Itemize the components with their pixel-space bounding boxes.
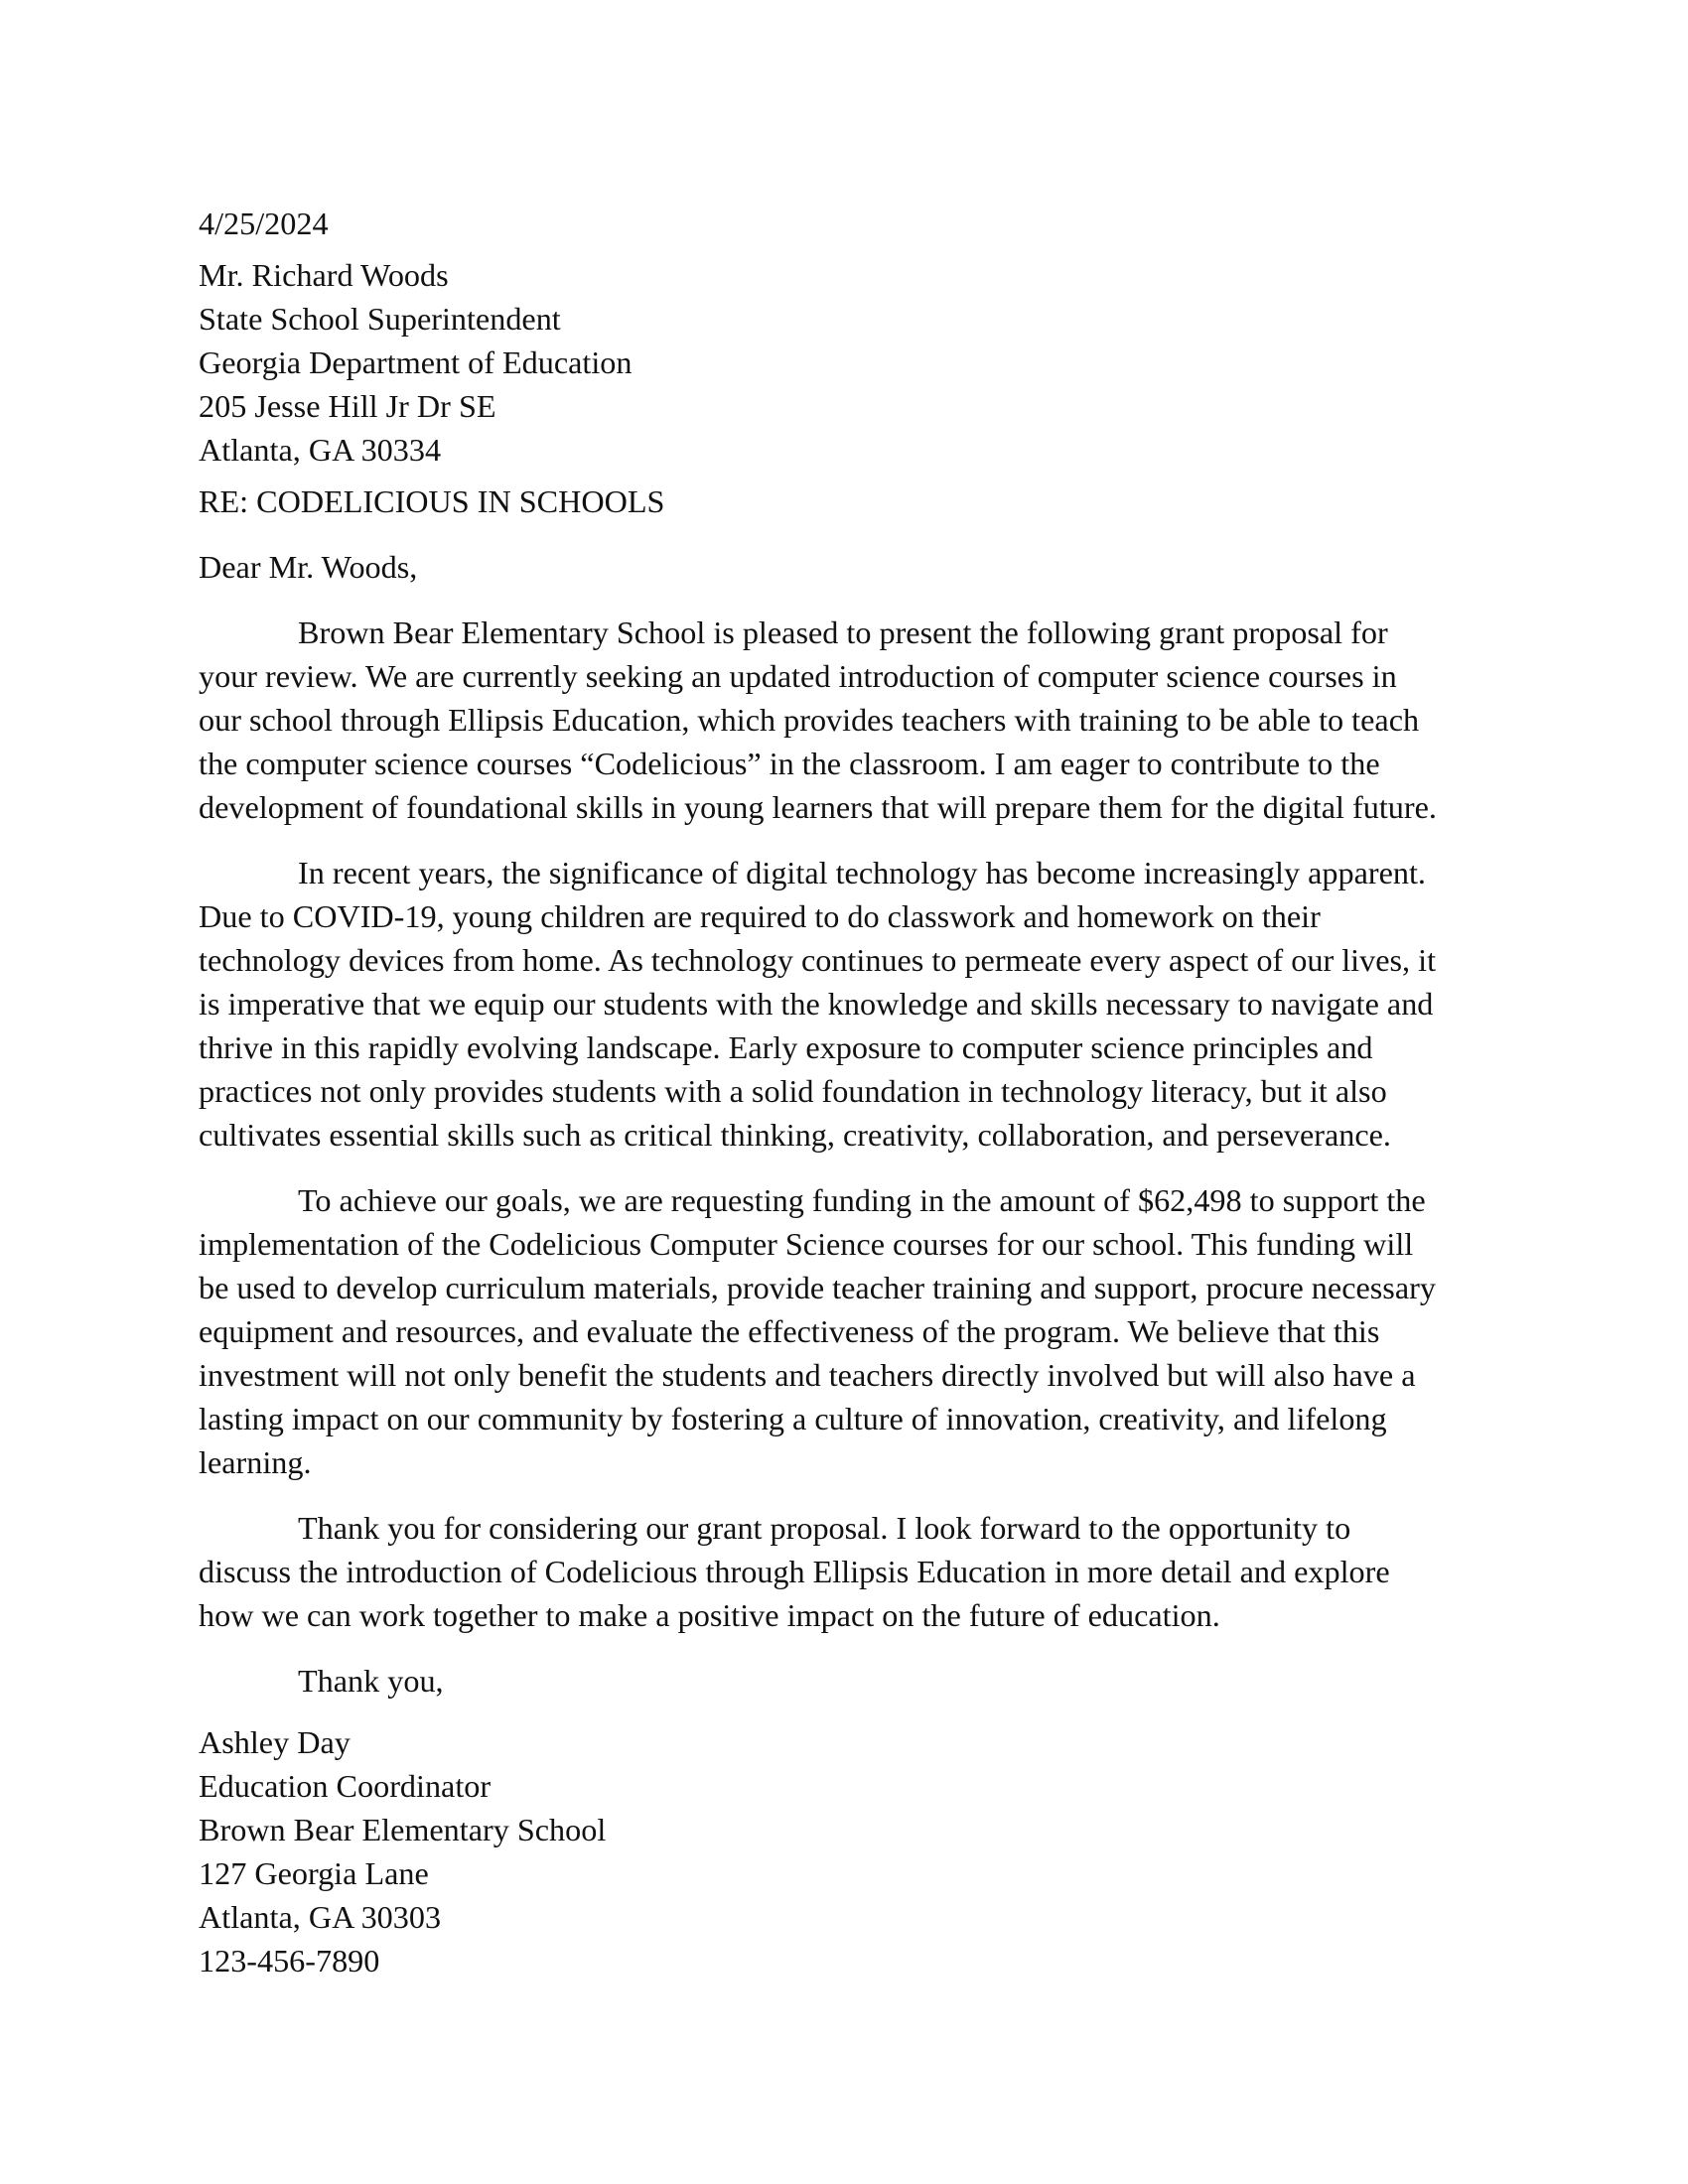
- sender-organization: Brown Bear Elementary School: [199, 1812, 607, 1847]
- paragraph-line: development of foundational skills in young learners that will prepare them for the digital future.: [199, 789, 1437, 825]
- letter-page: [199, 202, 1489, 1982]
- paragraph-line: learning.: [199, 1444, 312, 1480]
- recipient-block: [199, 253, 1489, 472]
- sender-title: Education Coordinator: [199, 1768, 492, 1804]
- paragraph-line: is imperative that we equip our students with the knowledge and skills necessary to navigate and: [199, 986, 1434, 1022]
- sender-name: Ashley Day: [199, 1724, 351, 1760]
- body-paragraph: [199, 611, 1489, 829]
- sender-street: 127 Georgia Lane: [199, 1855, 429, 1891]
- signature-block: [199, 1720, 1489, 1982]
- recipient-name: Mr. Richard Woods: [199, 257, 449, 293]
- letter-date: 4/25/2024: [199, 205, 329, 241]
- paragraph-line: thrive in this rapidly evolving landscape. Early exposure to computer science principles and: [199, 1029, 1373, 1065]
- paragraph-line: your review. We are currently seeking an updated introduction of computer science courses in: [199, 658, 1397, 694]
- paragraph-line: implementation of the Codelicious Computer Science courses for our school. This funding will: [199, 1226, 1414, 1262]
- closing: Thank you,: [298, 1663, 444, 1699]
- paragraph-line: be used to develop curriculum materials, provide teacher training and support, procure necessary: [199, 1270, 1436, 1305]
- paragraph-line: To achieve our goals, we are requesting funding in the amount of $62,498 to support the: [298, 1182, 1426, 1218]
- recipient-organization: Georgia Department of Education: [199, 344, 633, 380]
- salutation: Dear Mr. Woods,: [199, 549, 418, 585]
- paragraph-line: discuss the introduction of Codelicious through Ellipsis Education in more detail and explore: [199, 1554, 1390, 1589]
- paragraph-line: Brown Bear Elementary School is pleased to present the following grant proposal for: [298, 614, 1388, 650]
- paragraph-line: practices not only provides students with a solid foundation in technology literacy, but it also: [199, 1073, 1387, 1109]
- paragraph-line: In recent years, the significance of digital technology has become increasingly apparent.: [298, 855, 1426, 890]
- paragraph-line: how we can work together to make a positive impact on the future of education.: [199, 1597, 1220, 1633]
- body-paragraph: [199, 1178, 1489, 1484]
- sender-city-state-zip: Atlanta, GA 30303: [199, 1899, 442, 1935]
- letter-body: [199, 611, 1489, 1637]
- paragraph-line: investment will not only benefit the students and teachers directly involved but will also have a: [199, 1357, 1416, 1393]
- paragraph-line: technology devices from home. As technology continues to permeate every aspect of our lives, it: [199, 942, 1437, 978]
- paragraph-line: equipment and resources, and evaluate the effectiveness of the program. We believe that this: [199, 1313, 1380, 1349]
- paragraph-line: Due to COVID-19, young children are required to do classwork and homework on their: [199, 898, 1321, 934]
- body-paragraph: [199, 851, 1489, 1157]
- recipient-city-state-zip: Atlanta, GA 30334: [199, 432, 442, 468]
- body-paragraph: [199, 1506, 1489, 1637]
- recipient-title: State School Superintendent: [199, 301, 561, 337]
- paragraph-line: the computer science courses “Codelicious” in the classroom. I am eager to contribute to the: [199, 746, 1380, 781]
- paragraph-line: lasting impact on our community by fostering a culture of innovation, creativity, and lifelong: [199, 1401, 1387, 1436]
- paragraph-line: our school through Ellipsis Education, which provides teachers with training to be able to teach: [199, 702, 1420, 738]
- paragraph-line: Thank you for considering our grant proposal. I look forward to the opportunity to: [298, 1510, 1351, 1546]
- subject-line: RE: CODELICIOUS IN SCHOOLS: [199, 483, 665, 519]
- recipient-street: 205 Jesse Hill Jr Dr SE: [199, 388, 496, 424]
- sender-phone: 123-456-7890: [199, 1943, 380, 1979]
- paragraph-line: cultivates essential skills such as critical thinking, creativity, collaboration, and perseverance.: [199, 1117, 1391, 1153]
